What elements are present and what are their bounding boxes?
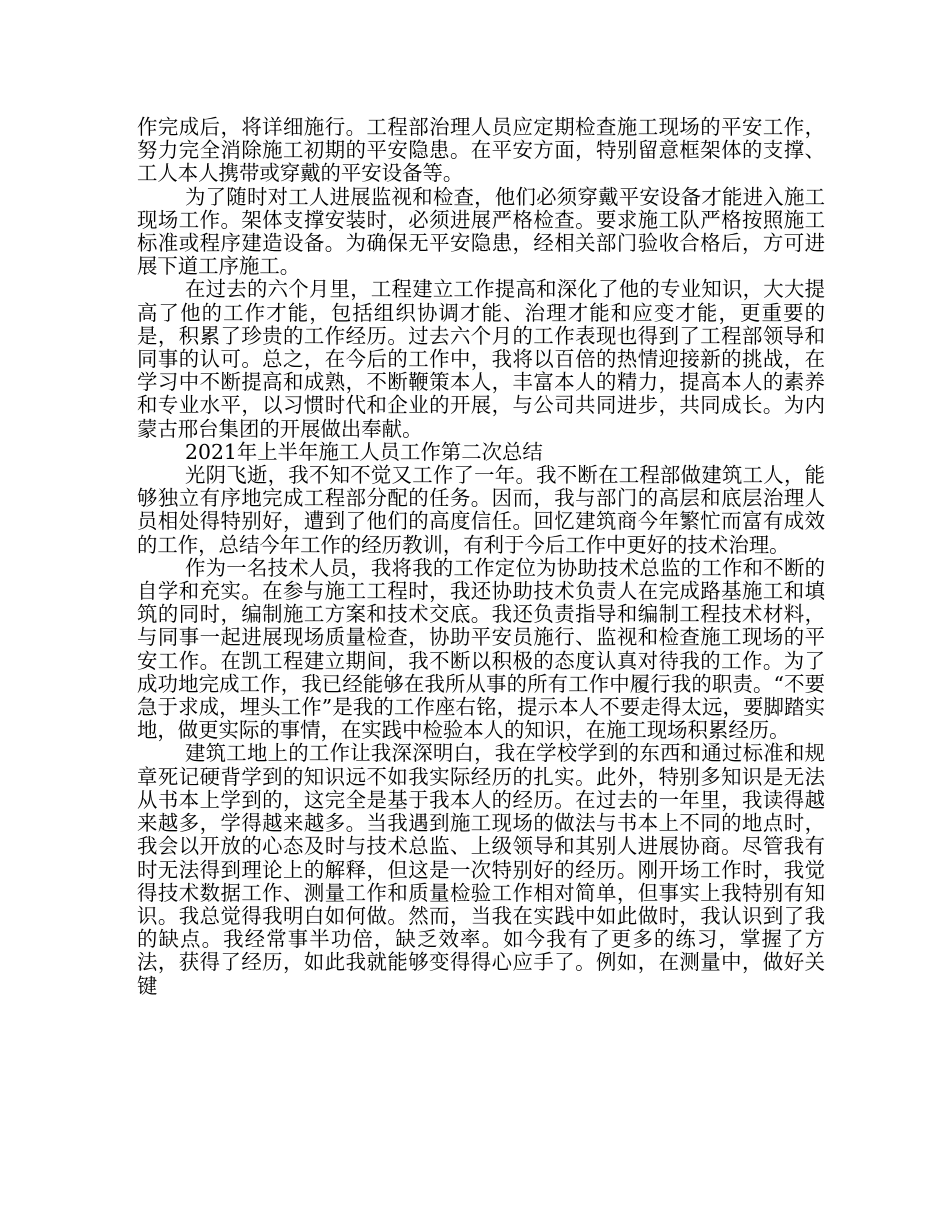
paragraph-technical-role: 作为一名技术人员，我将我的工作定位为协助技术总监的工作和不断的自学和充实。在参与施工工程时，我还协助技术负责人在完成路基施工和填筑的同时，编制施工方案和技术交底。我还负责指导和编制工程技术材料，与同事一起进展现场质量检查，协助平安员施行、监视和检查施工现场的平安工作。在凯工程建立期间，我不断以积极的态度认真对待我的工作。为了成功地完成工作，我已经能够在我所从事的所有工作中履行我的职责。“不要急于求成，埋头工作”是我的工作座右铭，提示本人不要走得太远，要脚踏实地，做更实际的事情，在实践中检验本人的知识，在施工现场积累经历。 [137,555,825,743]
section-heading: 2021年上半年施工人员工作第二次总结 [185,439,543,464]
paragraph-one-year-review: 光阴飞逝，我不知不觉又工作了一年。我不断在工程部做建筑工人，能够独立有序地完成工程部分配的任务。因而，我与部门的高层和底层治理人员相处得特别好，遭到了他们的高度信任。回忆建筑商今年繁忙而富有成效的工作，总结今年工作的经历教训，有利于今后工作中更好的技术治理。 [137,463,825,557]
paragraph-site-experience: 建筑工地上的工作让我深深明白，我在学校学到的东西和通过标准和规章死记硬背学到的知识远不如我实际经历的扎实。此外，特别多知识是无法从书本上学到的，这完全是基于我本人的经历。在过去的一年里，我读得越来越多，学得越来越多。当我遇到施工现场的做法与书本上不同的地点时，我会以开放的心态及时与技术总监、上级领导和其别人进展协商。尽管我有时无法得到理论上的解释，但这是一次特别好的经历。刚开场工作时，我觉得技术数据工作、测量工作和质量检验工作相对简单，但事实上我特别有知识。我总觉得我明白如何做。然而，当我在实践中如此做时，我认识到了我的缺点。我经常事半功倍，缺乏效率。如今我有了更多的练习，掌握了方法，获得了经历，如此我就能够变得得心应手了。例如，在测量中，做好关键 [137,741,825,998]
document-page [137,116,825,998]
paragraph-safety-inspection: 为了随时对工人进展监视和检查，他们必须穿戴平安设备才能进入施工现场工作。架体支撑安装时，必须进展严格检查。要求施工队严格按照施工标准或程序建造设备。为确保无平安隐患，经相关部门验收合格后，方可进展下道工序施工。 [137,184,825,279]
paragraph-six-months-review: 在过去的六个月里，工程建立工作提高和深化了他的专业知识，大大提高了他的工作才能，包括组织协调才能、治理才能和应变才能，更重要的是，积累了珍贵的工作经历。过去六个月的工作表现也得到了工程部领导和同事的认可。总之，在今后的工作中，我将以百倍的热情迎接新的挑战，在学习中不断提高和成熟，不断鞭策本人，丰富本人的精力，提高本人的素养和专业水平，以习惯时代和企业的开展，与公司共同进步，共同成长。为内蒙古邢台集团的开展做出奉献。 [137,277,825,441]
paragraph-continuation: 作完成后，将详细施行。工程部治理人员应定期检查施工现场的平安工作，努力完全消除施工初期的平安隐患。在平安方面，特别留意框架体的支撑、工人本人携带或穿戴的平安设备等。 [137,115,825,186]
